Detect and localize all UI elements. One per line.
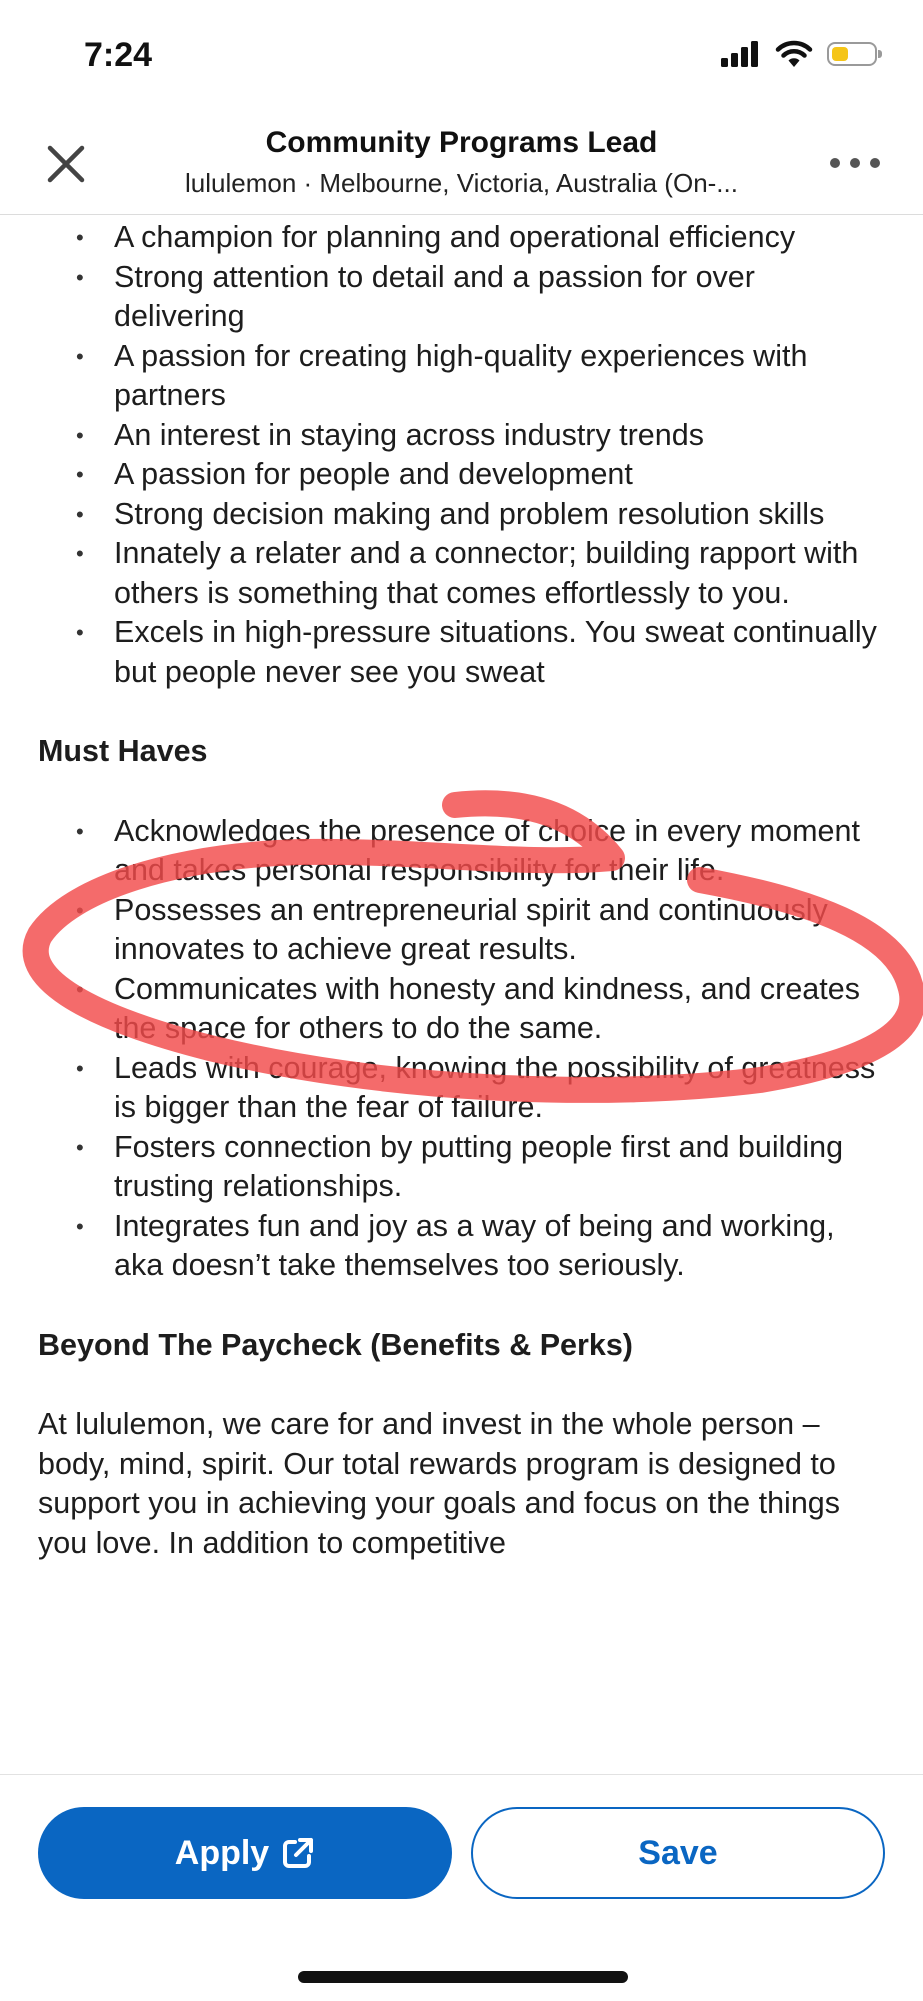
job-header xyxy=(0,110,923,215)
qualifications-list xyxy=(0,218,923,692)
benefits-heading: Beyond The Paycheck (Benefits & Perks) xyxy=(38,1327,633,1362)
must-haves-list xyxy=(0,812,923,1286)
external-link-icon xyxy=(281,1836,315,1870)
list-item: • Innately a relater and a connector; building rapport with others is something that comes effortlessly to you. xyxy=(0,534,923,613)
must-haves-heading: Must Haves xyxy=(38,734,208,768)
wifi-icon xyxy=(775,40,813,68)
list-item: • A passion for creating high-quality experiences with partners xyxy=(0,337,923,416)
list-item: • An interest in staying across industry trends xyxy=(0,416,923,456)
list-item: • Strong decision making and problem resolution skills xyxy=(0,495,923,535)
job-title: Community Programs Lead xyxy=(265,126,658,159)
status-icons xyxy=(721,40,877,68)
list-item: • A champion for planning and operational efficiency xyxy=(0,218,923,258)
list-item: • Fosters connection by putting people first and building trusting relationships. xyxy=(0,1128,923,1207)
benefits-paragraph: At lululemon, we care for and invest in the whole person – body, mind, spirit. Our total rewards program is designed to support you in achieving your goals and focus on the things you love. In addition to competitive xyxy=(38,1407,840,1560)
list-item: • Acknowledges the presence of choice in every moment and takes personal responsibility for their life. xyxy=(0,812,923,891)
signal-icon xyxy=(721,41,761,67)
status-bar xyxy=(0,0,923,110)
list-item: • Integrates fun and joy as a way of being and working, aka doesn’t take themselves too seriously. xyxy=(0,1207,923,1286)
list-item: • Leads with courage, knowing the possibility of greatness is bigger than the fear of failure. xyxy=(0,1049,923,1128)
more-options-icon[interactable] xyxy=(827,148,883,178)
close-icon[interactable] xyxy=(42,140,90,188)
list-item: • Excels in high-pressure situations. You sweat continually but people never see you sweat xyxy=(0,613,923,692)
apply-label: Apply xyxy=(174,1833,270,1872)
bottom-action-bar xyxy=(0,1774,923,2001)
save-button[interactable]: Save xyxy=(471,1807,885,1899)
list-item: • Communicates with honesty and kindness, and creates the space for others to do the same. xyxy=(0,970,923,1049)
battery-icon xyxy=(827,42,877,66)
list-item: • Strong attention to detail and a passion for over delivering xyxy=(0,258,923,337)
job-description[interactable] xyxy=(0,214,923,1774)
status-time: 7:24 xyxy=(84,36,153,74)
list-item: • A passion for people and development xyxy=(0,455,923,495)
list-item: • Possesses an entrepreneurial spirit and continuously innovates to achieve great results. xyxy=(0,891,923,970)
battery-level xyxy=(832,47,848,61)
home-indicator xyxy=(298,1971,628,1983)
job-subtitle: lululemon · Melbourne, Victoria, Australia (On-... xyxy=(185,168,738,198)
apply-button[interactable] xyxy=(38,1807,452,1899)
